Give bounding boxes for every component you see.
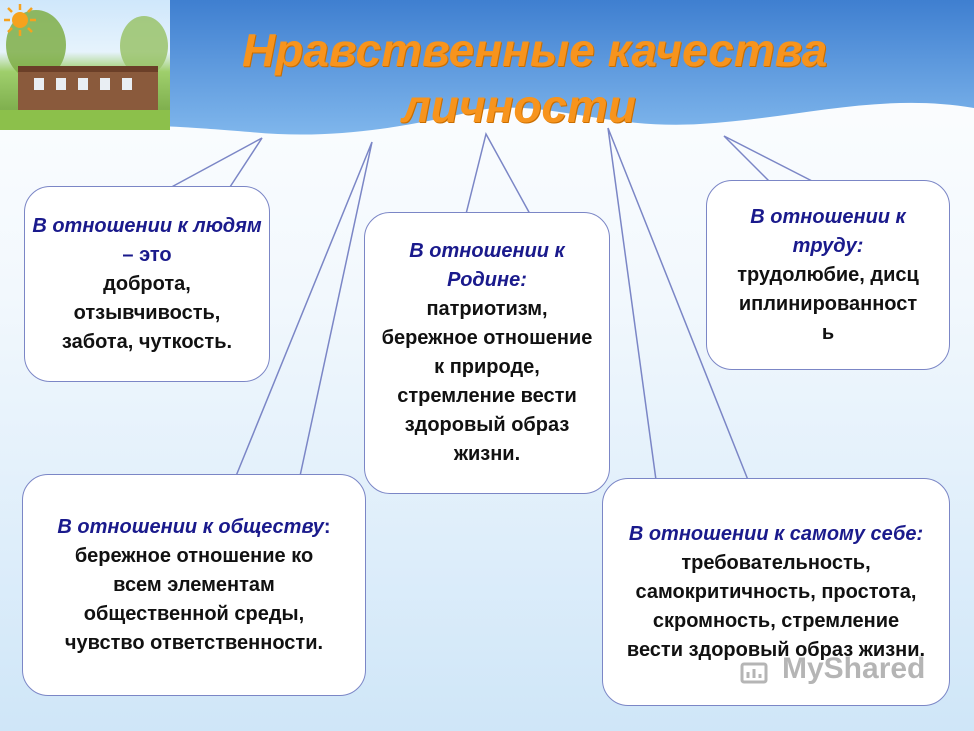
box-work-body: трудолюбие, дисциплинированность xyxy=(737,263,919,344)
box-people xyxy=(24,186,270,382)
box-society xyxy=(22,474,366,696)
box-homeland-heading: В отношении к Родине: xyxy=(409,240,565,291)
box-society-heading: В отношении к обществу xyxy=(57,515,324,538)
box-self-body: требовательность, самокритичность, простота, скромность, стремление вести здоровый образ жизни. xyxy=(626,551,926,661)
box-society-body: бережное отношение ко всем элементам общественной среды, чувство ответственности. xyxy=(64,544,324,654)
box-people-connector: – это xyxy=(122,243,172,266)
title-line-2: личности xyxy=(402,80,636,132)
box-people-body: доброта, отзывчивость, забота, чуткость. xyxy=(61,272,233,353)
sun-icon xyxy=(2,2,38,38)
box-homeland xyxy=(364,212,610,494)
title-line-1: Нравственные качества xyxy=(242,24,828,76)
box-work-heading: В отношении к труду: xyxy=(750,205,906,257)
box-society-connector: : xyxy=(323,515,331,538)
box-homeland-body: патриотизм, бережное отношение к природе, стремление вести здоровый образ жизни. xyxy=(381,298,593,465)
box-work xyxy=(706,180,950,370)
page-title xyxy=(180,22,940,134)
watermark: MyShared xyxy=(782,652,926,685)
box-people-heading: В отношении к людям xyxy=(32,214,262,237)
box-self-heading: В отношении к самому себе: xyxy=(628,522,924,545)
myshared-logo-icon xyxy=(736,654,776,688)
